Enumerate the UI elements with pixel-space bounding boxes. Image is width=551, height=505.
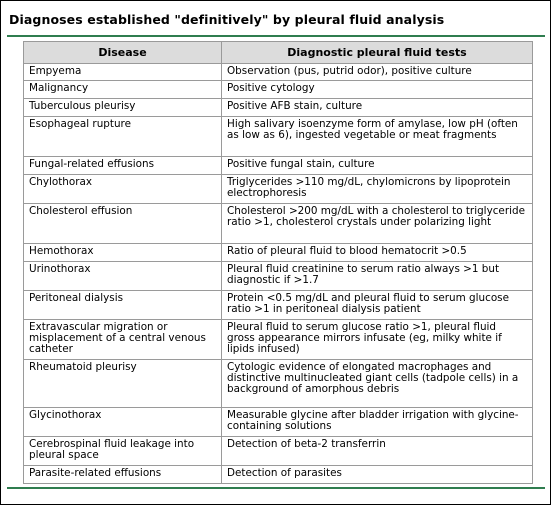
disease-cell: Chylothorax [24, 175, 222, 204]
table-row [24, 262, 533, 291]
disease-cell: Malignancy [24, 81, 222, 99]
disease-cell: Extravascular migration or misplacement of a central venous catheter [24, 320, 222, 360]
tests-cell: Detection of parasites [222, 466, 533, 484]
table-title: Diagnoses established "definitively" by pleural fluid analysis [9, 12, 445, 27]
table-row [24, 81, 533, 99]
disease-cell: Urinothorax [24, 262, 222, 291]
tests-cell: Detection of beta-2 transferrin [222, 437, 533, 466]
header-disease: Disease [24, 42, 222, 64]
tests-cell: Positive AFB stain, culture [222, 99, 533, 117]
table-row [24, 175, 533, 204]
tests-cell: Cholesterol >200 mg/dL with a cholesterol to triglyceride ratio >1, cholesterol crystals under polarizing light [222, 204, 533, 244]
tests-cell: Pleural fluid to serum glucose ratio >1, pleural fluid gross appearance mirrors infusate (eg, milky white if lipids infused) [222, 320, 533, 360]
table-row [24, 244, 533, 262]
table-row [24, 117, 533, 157]
tests-cell: Ratio of pleural fluid to blood hematocrit >0.5 [222, 244, 533, 262]
disease-cell: Empyema [24, 64, 222, 81]
table-row [24, 320, 533, 360]
disease-cell: Rheumatoid pleurisy [24, 360, 222, 408]
table-row [24, 437, 533, 466]
tests-cell: Positive cytology [222, 81, 533, 99]
disease-cell: Esophageal rupture [24, 117, 222, 157]
disease-cell: Cerebrospinal fluid leakage into pleural space [24, 437, 222, 466]
header-tests: Diagnostic pleural fluid tests [222, 42, 533, 64]
table-row [24, 291, 533, 320]
diagnoses-table [23, 41, 533, 484]
disease-cell: Fungal-related effusions [24, 157, 222, 175]
tests-cell: Cytologic evidence of elongated macrophages and distinctive multinucleated giant cells (tadpole cells) in a background of amorphous debris [222, 360, 533, 408]
table-row [24, 99, 533, 117]
tests-cell: Triglycerides >110 mg/dL, chylomicrons by lipoprotein electrophoresis [222, 175, 533, 204]
bottom-divider [7, 487, 545, 489]
table-row [24, 157, 533, 175]
tests-cell: Positive fungal stain, culture [222, 157, 533, 175]
header-row [24, 42, 533, 64]
disease-cell: Parasite-related effusions [24, 466, 222, 484]
tests-cell: Measurable glycine after bladder irrigation with glycine-containing solutions [222, 408, 533, 437]
tests-cell: Pleural fluid creatinine to serum ratio always >1 but diagnostic if >1.7 [222, 262, 533, 291]
disease-cell: Tuberculous pleurisy [24, 99, 222, 117]
tests-cell: High salivary isoenzyme form of amylase, low pH (often as low as 6), ingested vegetable or meat fragments [222, 117, 533, 157]
table-row [24, 466, 533, 484]
disease-cell: Peritoneal dialysis [24, 291, 222, 320]
table-row [24, 360, 533, 408]
disease-cell: Glycinothorax [24, 408, 222, 437]
table-row [24, 64, 533, 81]
tests-cell: Protein <0.5 mg/dL and pleural fluid to serum glucose ratio >1 in peritoneal dialysis patient [222, 291, 533, 320]
table-row [24, 204, 533, 244]
tests-cell: Observation (pus, putrid odor), positive culture [222, 64, 533, 81]
table-row [24, 408, 533, 437]
disease-cell: Cholesterol effusion [24, 204, 222, 244]
title-divider [7, 35, 545, 37]
disease-cell: Hemothorax [24, 244, 222, 262]
